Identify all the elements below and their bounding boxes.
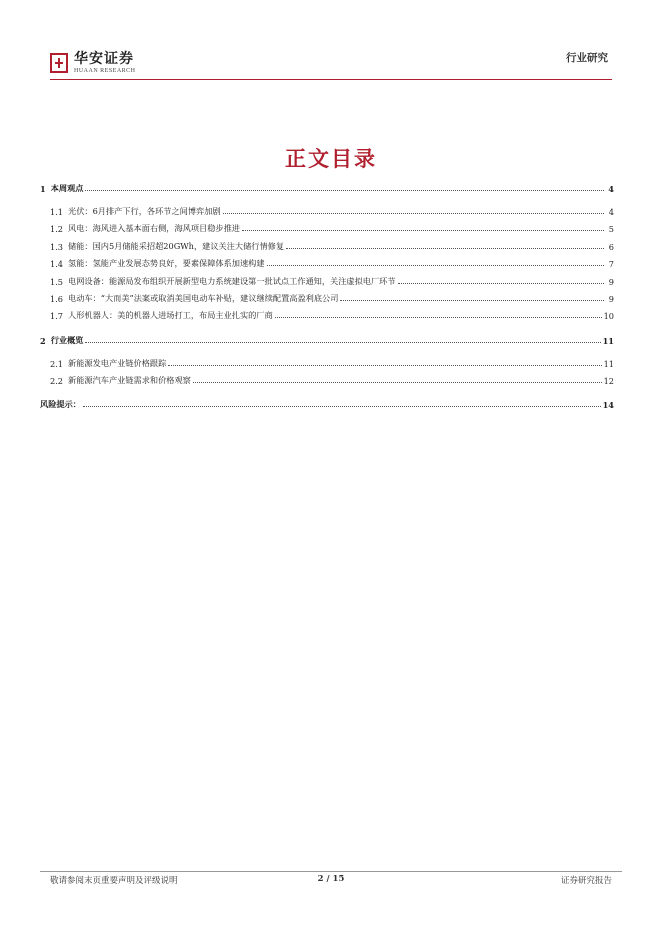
toc-entry-number: 2.2 xyxy=(50,376,64,386)
toc-entry[interactable] xyxy=(40,257,614,269)
toc-title: 正文目录 xyxy=(285,146,377,171)
toc-entry-title: 行业概览 xyxy=(50,335,84,345)
page-indicator: 2 / 15 xyxy=(317,874,345,884)
toc-entry-title: 风电：海风进入基本面右侧，海风项目稳步推进 xyxy=(68,223,240,233)
toc-entry[interactable] xyxy=(40,205,614,217)
toc-dot-leader xyxy=(286,248,604,249)
toc-entry-title: 光伏：6月排产下行，各环节之间博弈加剧 xyxy=(68,206,221,216)
toc-entry-page: 6 xyxy=(608,242,614,252)
toc-entry[interactable] xyxy=(40,398,614,410)
toc-entry-title: 氢能：氢能产业发展态势良好，要素保障体系加速构建 xyxy=(68,258,265,268)
toc-entry[interactable] xyxy=(40,292,614,304)
footer-disclaimer: 敬请参阅末页重要声明及评级说明 xyxy=(50,876,178,886)
toc-entry-number: 1.3 xyxy=(50,242,64,252)
toc-entry-title: 本周观点 xyxy=(50,183,84,193)
toc-entry-page: 5 xyxy=(608,224,614,234)
footer-divider xyxy=(40,871,622,872)
toc-entry-number: 1.6 xyxy=(50,294,64,304)
toc-entry-title: 新能源发电产业链价格跟踪 xyxy=(68,358,167,368)
toc-entry-title: 新能源汽车产业链需求和价格观察 xyxy=(68,375,191,385)
toc-dot-leader xyxy=(242,230,604,231)
toc-entry-page: 11 xyxy=(603,359,614,369)
toc-entry-page: 4 xyxy=(608,184,614,194)
report-label: 证券研究报告 xyxy=(560,876,612,886)
report-type-label: 行业研究 xyxy=(566,52,608,64)
logo-name-cn: 华安证券 xyxy=(74,51,134,67)
logo-seal-icon xyxy=(50,53,68,73)
company-logo xyxy=(50,52,136,74)
toc-entry-number: 1.1 xyxy=(50,207,64,217)
toc-dot-leader xyxy=(275,317,602,318)
toc-dot-leader xyxy=(83,406,601,407)
toc-dot-leader xyxy=(168,365,601,366)
toc-entry[interactable] xyxy=(40,182,614,194)
toc-entry-page: 7 xyxy=(608,259,614,269)
toc-entry-number: 1 xyxy=(40,184,46,194)
logo-name-en: HUAAN RESEARCH xyxy=(74,68,136,74)
toc-entry[interactable] xyxy=(40,357,614,369)
toc-dot-leader xyxy=(398,283,604,284)
page-footer xyxy=(50,874,612,888)
toc-entry-number: 2.1 xyxy=(50,359,64,369)
toc-entry[interactable] xyxy=(40,309,614,321)
toc-entry-number: 2 xyxy=(40,336,46,346)
toc-entry[interactable] xyxy=(40,374,614,386)
toc-entry-page: 4 xyxy=(608,207,614,217)
toc-entry-page: 9 xyxy=(608,294,614,304)
header-divider xyxy=(50,79,612,80)
toc-entry-number: 1.5 xyxy=(50,277,64,287)
toc-entry-page: 12 xyxy=(603,376,614,386)
toc-entry-title: 电动车：“大而美”法案或取消美国电动车补贴，建议继续配置高盈利底公司 xyxy=(68,293,339,303)
page-header xyxy=(50,44,612,84)
toc-entry[interactable] xyxy=(40,222,614,234)
toc-entry-page: 10 xyxy=(603,311,614,321)
toc-dot-leader xyxy=(340,300,604,301)
toc-entry[interactable] xyxy=(40,240,614,252)
toc-dot-leader xyxy=(193,382,602,383)
toc-dot-leader xyxy=(85,342,600,343)
toc-dot-leader xyxy=(85,190,604,191)
toc-dot-leader xyxy=(267,265,604,266)
toc-entry-title: 电网设备：能源局发布组织开展新型电力系统建设第一批试点工作通知，关注虚拟电厂环节 xyxy=(68,276,396,286)
toc-entry-title: 风险提示： xyxy=(40,399,81,409)
toc-entry-page: 9 xyxy=(608,277,614,287)
toc-entry-page: 11 xyxy=(602,336,614,346)
toc-entry-title: 储能：国内5月储能采招超20GWh，建议关注大储行情修复 xyxy=(68,241,285,251)
toc-entry-title: 人形机器人：美的机器人进场打工，布局主业扎实的厂商 xyxy=(68,310,273,320)
toc-entry-number: 1.7 xyxy=(50,311,64,321)
toc-entry-number: 1.4 xyxy=(50,259,64,269)
toc-entry[interactable] xyxy=(40,334,614,346)
toc-dot-leader xyxy=(223,213,604,214)
toc-entry-page: 14 xyxy=(602,400,614,410)
toc-entry-number: 1.2 xyxy=(50,224,64,234)
toc-entry[interactable] xyxy=(40,275,614,287)
